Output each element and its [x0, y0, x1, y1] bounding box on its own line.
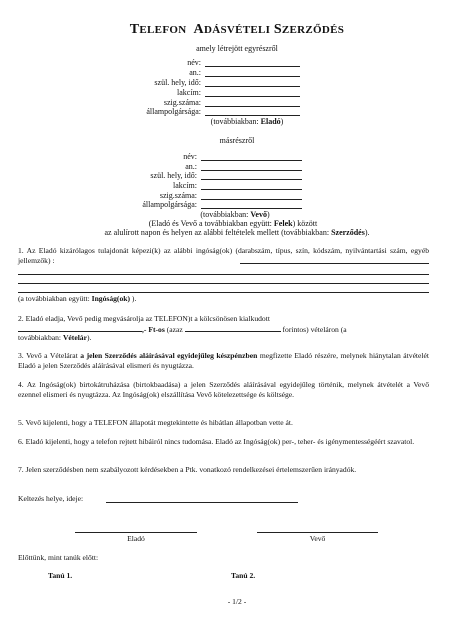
buyer-field-label: lakcím: [173, 181, 197, 190]
buyer-field-label: szig.száma: [159, 191, 197, 200]
seller-field-label: an.: [189, 68, 201, 77]
paragraph-7: 7. Jelen szerződésben nem szabályozott kérdésekben a Ptk. vonatkozó rendelkezései értelemszerűen irányadók. [18, 465, 357, 474]
buyer-address-line[interactable] [201, 189, 302, 190]
buyer-mother-line[interactable] [201, 170, 302, 171]
paragraph-5: 5. Vevő kijelenti, hogy a TELEFON állapotát megtekintette és hibátlan állapotban vette át. [18, 418, 293, 427]
seller-id-line[interactable] [205, 106, 300, 107]
seller-birth-line[interactable] [205, 86, 300, 87]
seller-field-label: szig.száma: [163, 98, 201, 107]
buyer-field-label: an.: [185, 162, 197, 171]
other-party-line: másrészről [219, 136, 255, 145]
seller-field-label: lakcím: [177, 88, 201, 97]
price-number-line[interactable] [18, 324, 142, 332]
price-words-line[interactable] [185, 324, 281, 332]
seller-field-label: állampolgársága: [146, 107, 201, 116]
seller-signature-line[interactable] [75, 532, 197, 533]
seller-field-label: szül. hely, idő: [154, 78, 201, 87]
buyer-note: (továbbiakban: Vevő) [200, 210, 270, 219]
buyer-birth-line[interactable] [201, 179, 302, 180]
seller-address-line[interactable] [205, 96, 300, 97]
paragraph-4: 4. Az Ingóság(ok) birtokátruházása (birtokbaadása) a jelen Szerződés aláírásával egyidejűleg történik, melynek átvételét a Vevő ezennel elismeri és nyugtázza. Az Ingóság(ok) elszállítása Vevő kötelezettsége és költsége. [18, 380, 429, 399]
item-line[interactable] [18, 292, 429, 293]
witness-1-label: Tanú 1. [48, 571, 73, 580]
paragraph-6: 6. Eladó kijelenti, hogy a telefon rejtett hibáiról nincs tudomása. Eladó az Ingóság(ok) per-, teher- és igénymentességéért szavatol. [18, 437, 415, 446]
page-number: - 1/2 - [227, 597, 247, 606]
buyer-citizenship-line[interactable] [201, 208, 302, 209]
paragraph-2: 2. Eladó eladja, Vevő pedig megvásárolja az TELEFON)t a kölcsönösen kialkudott ,- Ft-os (azaz forintos) vételáron (a továbbiakban: Vételár). [18, 314, 347, 343]
item-line[interactable] [18, 274, 429, 275]
item-line[interactable] [18, 283, 429, 284]
buyer-name-line[interactable] [201, 160, 302, 161]
seller-mother-line[interactable] [205, 76, 300, 77]
parties-line: (Eladó és Vevő a továbbiakban együtt: Felek) között [148, 219, 318, 228]
buyer-field-label: szül. hely, idő: [150, 171, 197, 180]
seller-signature-label: Eladó [127, 534, 145, 543]
date-label: Keltezés helye, ideje: [18, 494, 84, 503]
seller-field-label: név: [187, 58, 201, 67]
intro-line: amely létrejött egyrészről [196, 44, 278, 53]
seller-note: (továbbiakban: Eladó) [210, 117, 284, 126]
p1-inline-line[interactable] [240, 263, 429, 264]
witness-2-label: Tanú 2. [231, 571, 256, 580]
place-line: az alulírott napon és helyen az alábbi feltételek mellett (továbbiakban: Szerződés). [104, 228, 370, 237]
buyer-signature-label: Vevő [309, 534, 326, 543]
document-title: TELEFON ADÁSVÉTELI SZERZŐDÉS [129, 22, 345, 37]
seller-citizenship-line[interactable] [205, 115, 300, 116]
paragraph-3: 3. Vevő a Vételárat a jelen Szerződés aláírásával egyidejűleg készpénzben megfizette Eladó részére, melynek hiánytalan átvételét Eladó a jelen Szerződés aláírásával elismeri és nyugtázza. [18, 351, 430, 370]
paragraph-1-tail: (a továbbiakban együtt: Ingóság(ok) ). [18, 294, 137, 303]
buyer-field-label: név: [183, 152, 197, 161]
paragraph-1: 1. Az Eladó kizárólagos tulajdonát képezi(k) az alábbi ingóság(ok) (darabszám, típus, szín, kódszám, nyilvántartási szám, egyéb jellemzők) : [18, 246, 429, 265]
date-line[interactable] [106, 502, 298, 503]
witness-intro: Előttünk, mint tanúk előtt: [18, 553, 99, 562]
seller-name-line[interactable] [205, 66, 300, 67]
buyer-id-line[interactable] [201, 199, 302, 200]
buyer-signature-line[interactable] [257, 532, 378, 533]
buyer-field-label: állampolgársága: [142, 200, 197, 209]
